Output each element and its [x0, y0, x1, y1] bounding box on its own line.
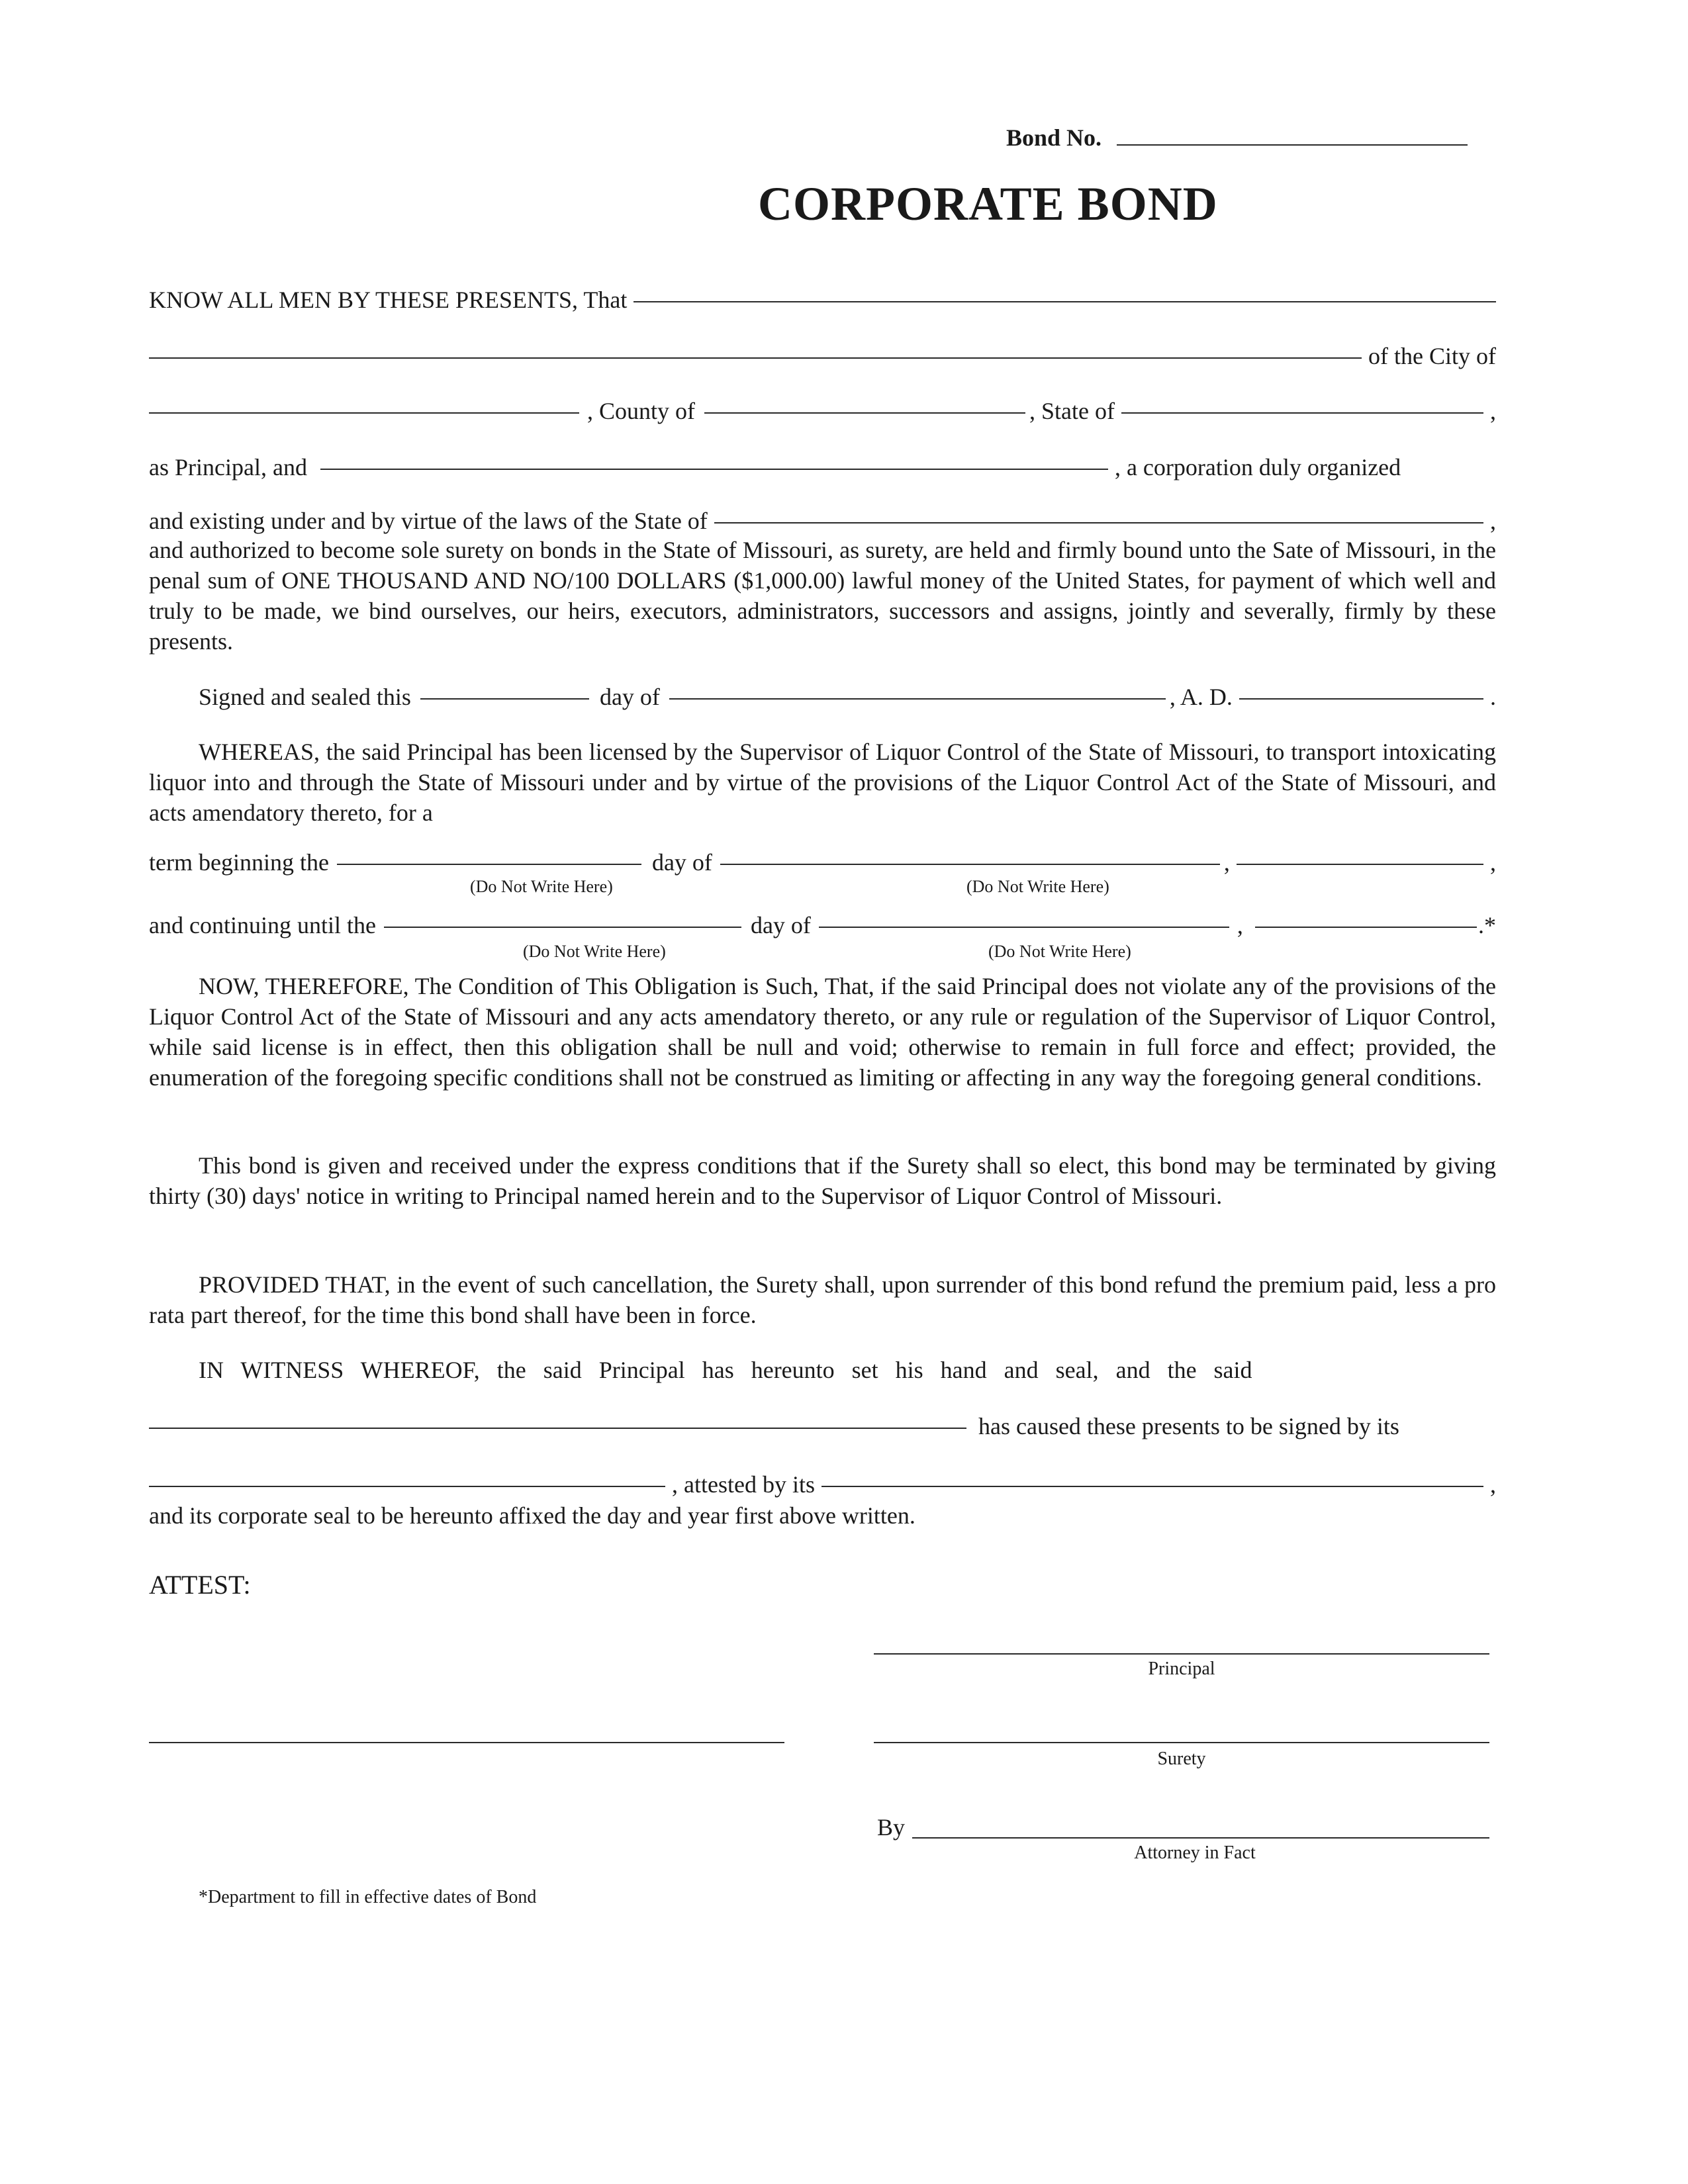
city-row [149, 341, 1496, 371]
principal-signature-line[interactable] [874, 1653, 1489, 1655]
do-not-write-note: (Do Not Write Here) [470, 877, 613, 896]
term-end-star: .* [1478, 912, 1496, 938]
signed-sealed-row [149, 682, 1496, 712]
do-not-write-note: (Do Not Write Here) [988, 942, 1131, 961]
surety-name-blank[interactable] [320, 469, 1108, 470]
witness-text: IN WITNESS WHEREOF, the said Principal has hereunto set his hand and seal, and the said [199, 1357, 1252, 1383]
attested-row [149, 1469, 1496, 1500]
term-begin-end-comma: , [1490, 849, 1496, 876]
term-end-month-blank[interactable] [819, 927, 1229, 928]
term-end-year-blank[interactable] [1255, 927, 1477, 928]
this-bond-paragraph: This bond is given and received under the express conditions that if the Surety shall so elect, this bond may be terminated by giving thirty (30) days' notice in writing to Principal named herein and to the Supervisor of Liquor Control of Missouri. [149, 1152, 1496, 1209]
authorized-paragraph: and authorized to become sole surety on bonds in the State of Missouri, as surety, are held and firmly bound unto the Sate of Missouri, in the penal sum of ONE THOUSAND AND NO/100 DOLLARS ($1,000.00) lawful money of the United States, for payment of which well and truly to be made, we bind ourselves, our heirs, executors, administrators, successors and assigns, jointly and severally, firmly by these presents. [149, 537, 1496, 655]
state-blank[interactable] [1121, 412, 1483, 414]
principal-label: Principal [1148, 1659, 1215, 1679]
term-continuing-row [149, 910, 1496, 940]
attorney-label: Attorney in Fact [1134, 1843, 1256, 1863]
county-state-row [149, 396, 1496, 426]
state-label: , State of [1029, 398, 1115, 424]
term-begin-day-of-label: day of [651, 849, 712, 876]
whereas-paragraph: WHEREAS, the said Principal has been licensed by the Supervisor of Liquor Control of the State of Missouri, to transport intoxicating liquor into and through the State of Missouri under and by virtue of the provisions of the Liquor Control Act of the State of Missouri, and acts amendatory thereto, for a [149, 739, 1496, 826]
state-comma: , [1490, 398, 1496, 424]
term-begin-comma: , [1223, 849, 1230, 876]
surety-corp-blank[interactable] [149, 1428, 966, 1429]
existing-row [149, 506, 1496, 536]
term-begin-month-blank[interactable] [720, 864, 1220, 865]
existing-label: and existing under and by virtue of the laws of the State of [149, 508, 708, 534]
bond-number-field [1006, 122, 1468, 153]
now-therefore-paragraph: NOW, THEREFORE, The Condition of This Obligation is Such, That, if the said Principal does not violate any of the provisions of the Liquor Control Act of the State of Missouri and any acts amendatory thereto, or any rule or regulation of the Supervisor of Liquor Control, while said license is in effect, then this obligation shall be null and void; otherwise to remain in full force and effect; provided, the enumeration of the foregoing specific conditions shall not be construed as limiting or affecting in any way the foregoing general conditions. [149, 973, 1496, 1091]
attested-comma: , [1490, 1471, 1496, 1498]
bond-number-label: Bond No. [1006, 124, 1102, 151]
has-caused-row [149, 1411, 1496, 1441]
corp-duly-label: , a corporation duly organized [1114, 454, 1401, 480]
signed-period: . [1490, 684, 1496, 710]
do-not-write-note: (Do Not Write Here) [523, 942, 666, 961]
term-begin-day-blank[interactable] [337, 864, 641, 865]
corporate-seal-text: and its corporate seal to be hereunto affixed the day and year first above written. [149, 1502, 915, 1529]
by-label: By [877, 1814, 906, 1841]
term-end-day-blank[interactable] [384, 927, 741, 928]
page-title: CORPORATE BOND [758, 177, 1218, 230]
of-city-label: of the City of [1368, 343, 1496, 369]
term-end-comma: , [1237, 912, 1243, 938]
signed-sealed-label: Signed and sealed this [199, 684, 411, 710]
surety-label: Surety [1157, 1749, 1206, 1769]
surety-row [149, 452, 1496, 482]
principal-name-blank[interactable] [633, 301, 1496, 302]
county-label: , County of [587, 398, 696, 424]
surety-signature-line[interactable] [874, 1742, 1489, 1743]
witness-row [149, 1355, 1496, 1385]
has-caused-label: has caused these presents to be signed by its [978, 1413, 1399, 1439]
city-blank[interactable] [149, 412, 579, 414]
signer-title-blank[interactable] [149, 1486, 665, 1487]
signed-day-of-label: day of [599, 684, 660, 710]
attester-title-blank[interactable] [821, 1486, 1483, 1487]
existing-comma: , [1490, 508, 1496, 534]
surety-state-blank[interactable] [714, 522, 1483, 523]
principal-address-blank[interactable] [149, 357, 1362, 359]
know-all-label: KNOW ALL MEN BY THESE PRESENTS, That [149, 287, 628, 313]
signed-month-blank[interactable] [669, 698, 1166, 700]
attorney-signature-line[interactable] [912, 1837, 1489, 1839]
county-blank[interactable] [704, 412, 1025, 414]
attested-label: , attested by its [672, 1471, 815, 1498]
provided-paragraph: PROVIDED THAT, in the event of such cancellation, the Surety shall, upon surrender of this bond refund the premium paid, less a pro rata part thereof, for the time this bond shall have been in force. [149, 1271, 1496, 1328]
signed-day-blank[interactable] [420, 698, 589, 700]
footnote: *Department to fill in effective dates of Bond [199, 1887, 537, 1907]
bond-number-blank[interactable] [1117, 144, 1468, 146]
corporate-seal-row [149, 1500, 1496, 1531]
term-beginning-label: term beginning the [149, 849, 329, 876]
ad-label: , A. D. [1169, 684, 1233, 710]
know-all-row [149, 285, 1496, 315]
term-continuing-label: and continuing until the [149, 912, 376, 938]
term-beginning-row [149, 847, 1496, 878]
term-begin-year-blank[interactable] [1237, 864, 1483, 865]
signed-year-blank[interactable] [1239, 698, 1483, 700]
attest-signature-line[interactable] [149, 1742, 784, 1743]
do-not-write-note: (Do Not Write Here) [966, 877, 1109, 896]
term-end-day-of-label: day of [750, 912, 811, 938]
attest-label: ATTEST: [149, 1570, 251, 1600]
as-principal-label: as Principal, and [149, 454, 307, 480]
